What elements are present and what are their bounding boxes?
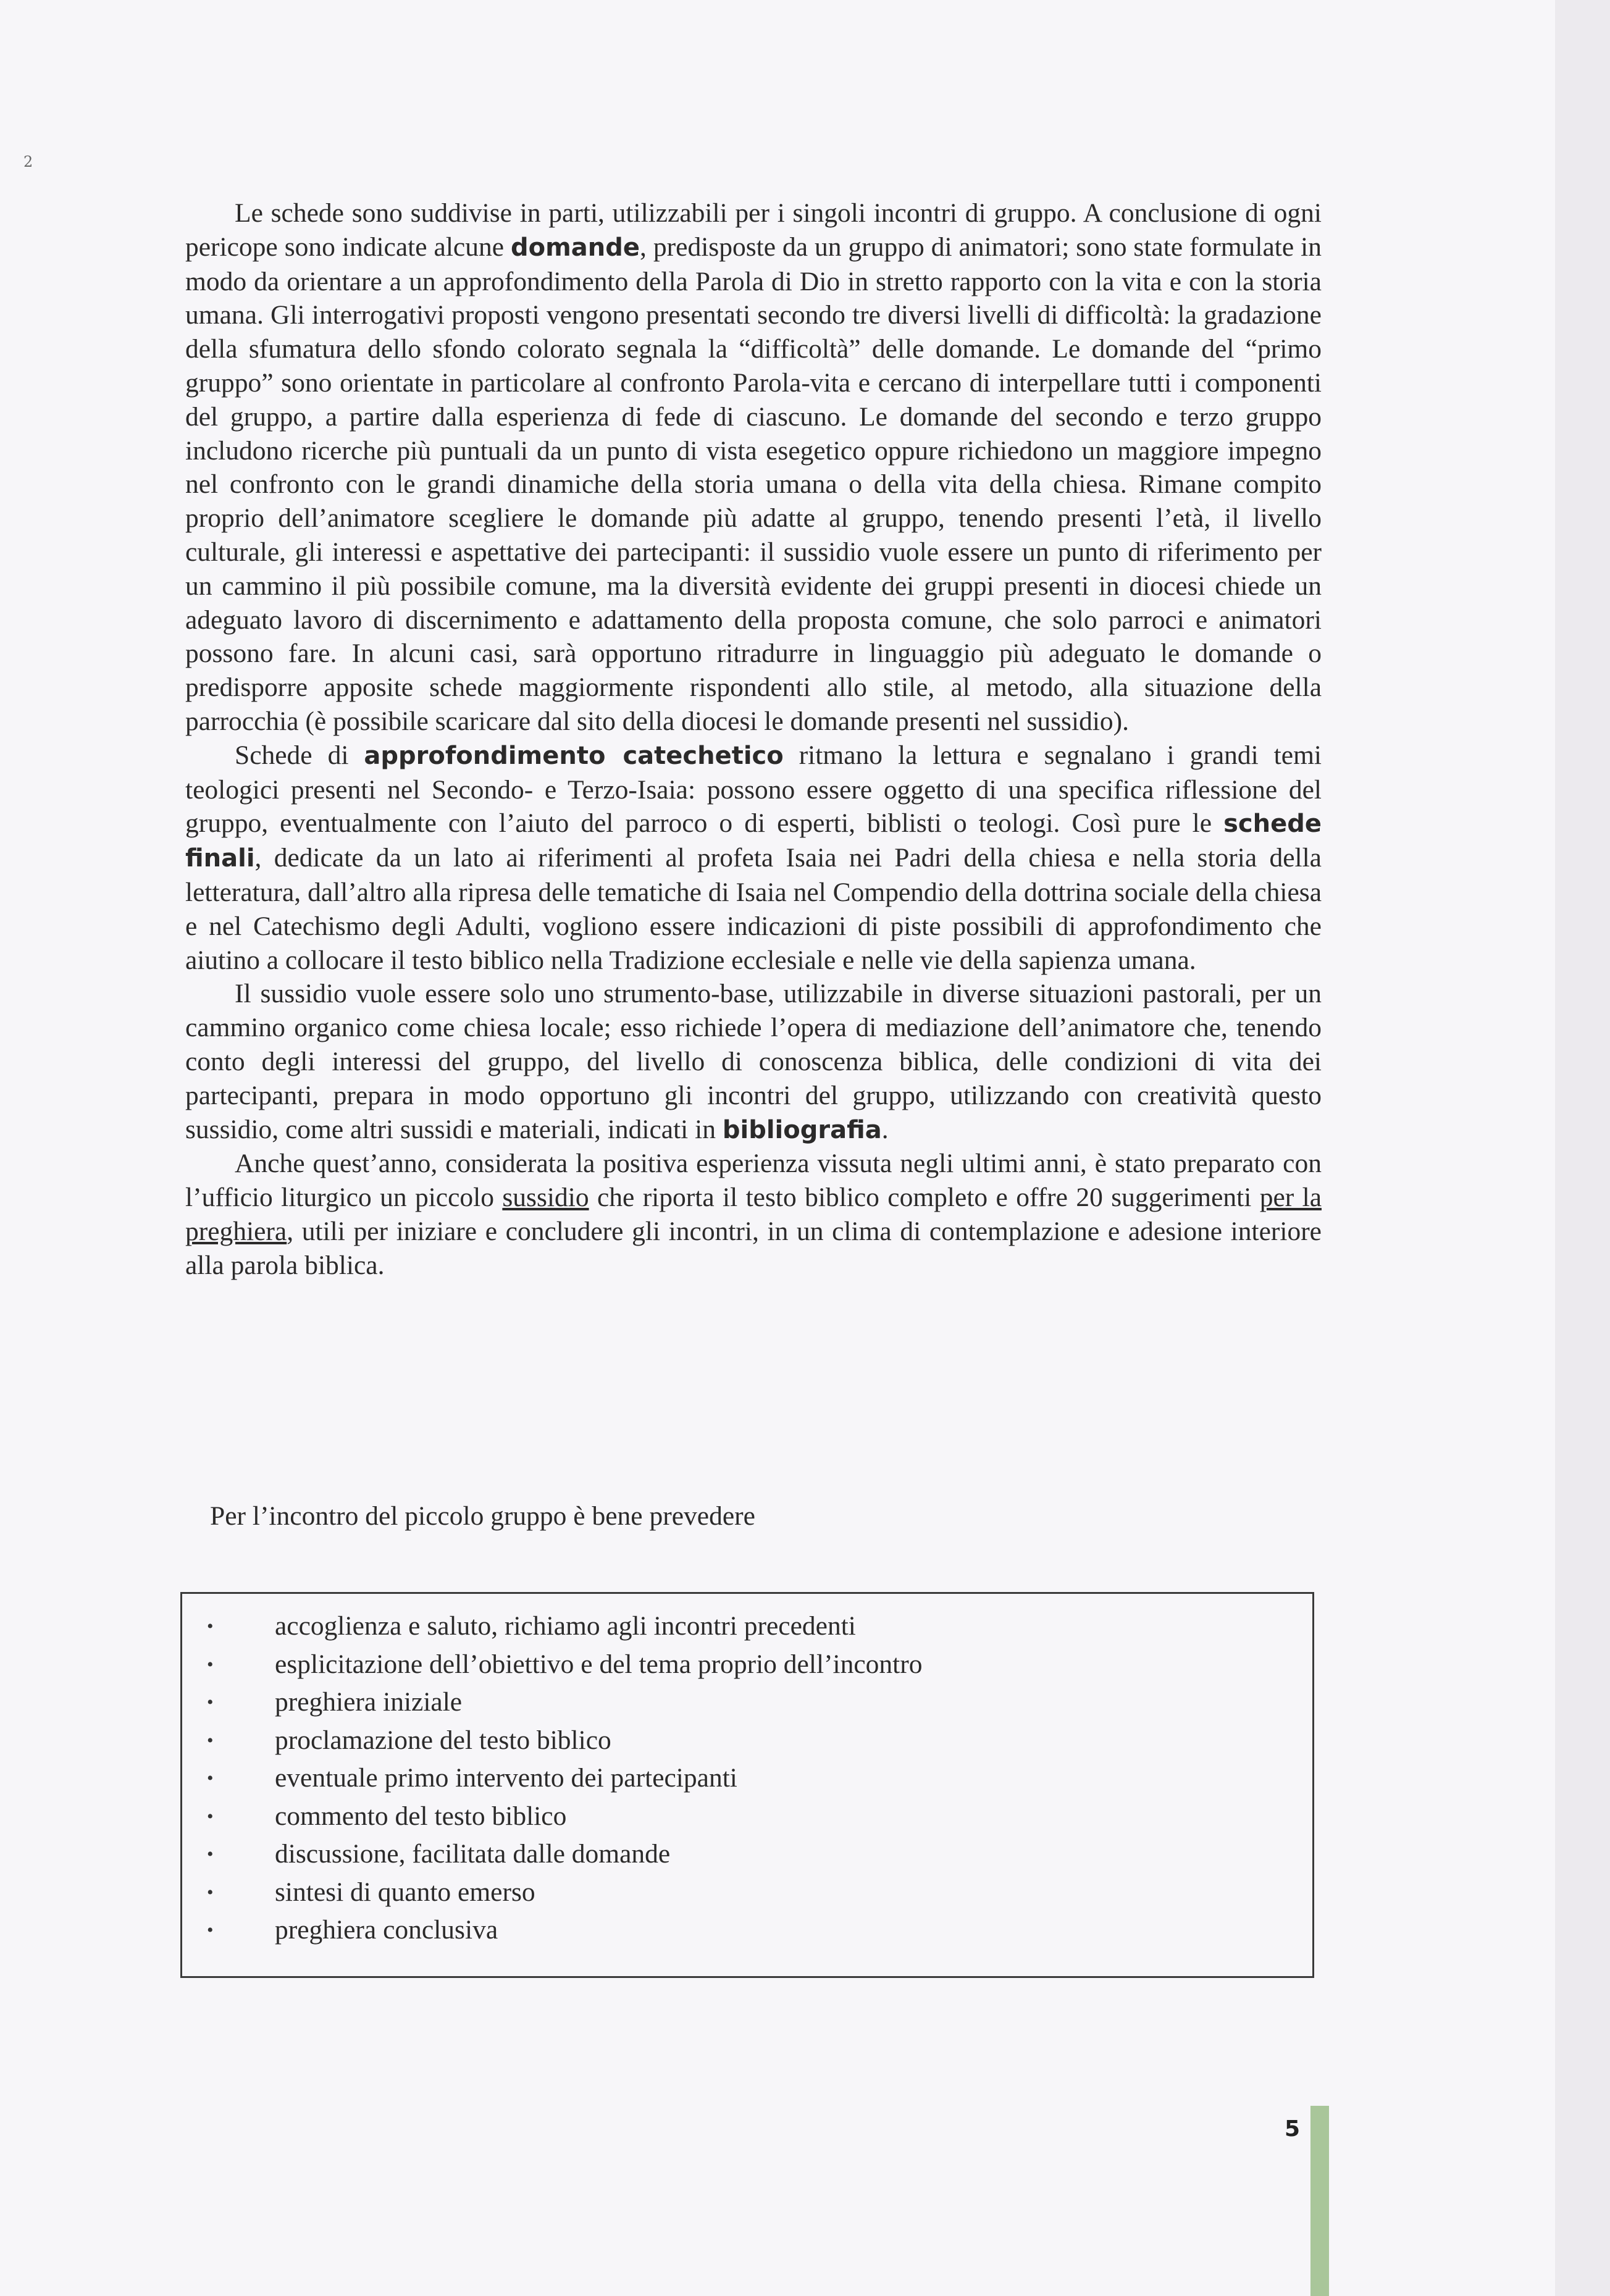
text-run: . bbox=[881, 1114, 889, 1144]
text-run: , predisposte da un gruppo di animatori; sono state formulate in modo da orientare a un approfondimento della Parola di Dio in stretto rapporto con la vita e con la storia umana. Gli interrogativi proposti vengono presentati secondo tre diversi livelli di difficoltà: la gradazione della sfumatura dello sfondo colorato segnala la “difficoltà” delle domande. Le domande del “primo gruppo” sono orientate in particolare al confronto Parola-vita e cercano di interpellare tutti i componenti del gruppo, a partire dalla esperienza di fede di ciascuno. Le domande del secondo e terzo gruppo includono ricerche più puntuali da un punto di vista esegetico oppure richiedono un maggiore impegno nel confronto con le grandi dinamiche della storia umana o della vita della chiesa. Rimane compito proprio dell’animatore scegliere le domande più adatte al gruppo, tenendo presenti l’età, il livello culturale, gli interessi e aspettative dei partecipanti: il sussidio vuole essere un punto di riferimento per un cammino il più possibile comune, ma la diversità evidente dei gruppi presenti in diocesi chiede un adeguato lavoro di discernimento e adattamento della proposta comune, che solo parroci e animatori possono fare. In alcuni casi, sarà opportuno ritradurre in linguaggio più adeguato le domande o predisporre apposite schede maggiormente rispondenti allo stile, al metodo, alla situazione della parrocchia (è possibile scaricare dal sito della diocesi le domande presenti nel sussidio). bbox=[185, 232, 1322, 736]
paragraph-approfondimento bbox=[185, 739, 1322, 978]
checklist-item-label: discussione, facilitata dalle domande bbox=[275, 1839, 671, 1869]
bullet-icon: • bbox=[207, 1882, 214, 1903]
checklist-item bbox=[182, 1722, 1312, 1760]
bold-term-domande: domande bbox=[511, 233, 640, 262]
bullet-icon: • bbox=[207, 1920, 214, 1940]
checklist-item-label: eventuale primo intervento dei partecipanti bbox=[275, 1763, 737, 1793]
checklist-item-label: preghiera iniziale bbox=[275, 1687, 463, 1717]
checklist-item-label: accoglienza e saluto, richiamo agli incontri precedenti bbox=[275, 1611, 856, 1641]
text-run: Schede di bbox=[235, 740, 364, 770]
bullet-icon: • bbox=[207, 1692, 214, 1712]
checklist-item bbox=[182, 1911, 1312, 1950]
bold-term-approfondimento: approfondimento catechetico bbox=[364, 741, 784, 770]
text-run: , dedicate da un lato ai riferimenti al profeta Isaia nei Padri della chiesa e nella storia della letteratura, dall’altro alla ripresa delle tematiche di Isaia nel Compendio della dottrina sociale della chiesa e nel Catechismo degli Adulti, vogliono essere indicazioni di piste possibili di approfondimento che aiutino a collocare il testo biblico nella Tradizione ecclesiale e nelle vie della sapienza umana. bbox=[185, 843, 1322, 975]
checklist-item bbox=[182, 1835, 1312, 1874]
green-accent-bar bbox=[1310, 2106, 1329, 2296]
checklist-item-label: proclamazione del testo biblico bbox=[275, 1725, 611, 1755]
body-text bbox=[185, 196, 1322, 1283]
checklist-item-label: esplicitazione dell’obiettivo e del tema proprio dell’incontro bbox=[275, 1649, 923, 1679]
page-number: 5 bbox=[1285, 2116, 1301, 2142]
checklist-item-label: sintesi di quanto emerso bbox=[275, 1877, 535, 1907]
bullet-icon: • bbox=[207, 1730, 214, 1751]
paragraph-preghiera bbox=[185, 1147, 1322, 1282]
checklist-box bbox=[180, 1592, 1314, 1978]
checklist-item-label: commento del testo biblico bbox=[275, 1801, 567, 1831]
checklist-item bbox=[182, 1759, 1312, 1798]
paragraph-domande bbox=[185, 196, 1322, 739]
margin-page-marker: 2 bbox=[23, 153, 33, 170]
bullet-icon: • bbox=[207, 1806, 214, 1827]
checklist-item bbox=[182, 1683, 1312, 1722]
text-run: Il sussidio vuole essere solo uno strumento-base, utilizzabile in diverse situazioni pastorali, per un cammino organico come chiesa locale; esso richiede l’opera di mediazione dell’animatore che, tenendo conto degli interessi del gruppo, del livello di conoscenza biblica, delle condizioni di vita dei partecipanti, prepara in modo opportuno gli incontri del gruppo, utilizzando con creatività questo sussidio, come altri sussidi e materiali, indicati in bbox=[185, 979, 1322, 1144]
bullet-icon: • bbox=[207, 1844, 214, 1864]
text-run: Le schede sono suddivise in parti, utilizzabili per i singoli incontri di gruppo. A conclusione di ogni pericope sono indicate alcune bbox=[185, 198, 1322, 262]
text-run: Anche quest’anno, considerata la positiva esperienza vissuta negli ultimi anni, è stato preparato con l’ufficio liturgico un piccolo bbox=[185, 1149, 1322, 1213]
bullet-icon: • bbox=[207, 1654, 214, 1675]
underlined-per-la-preghiera: per la preghiera bbox=[185, 1183, 1322, 1246]
bold-term-bibliografia: bibliografia bbox=[722, 1115, 882, 1144]
underlined-sussidio: sussidio bbox=[502, 1183, 589, 1213]
checklist bbox=[182, 1594, 1312, 1950]
checklist-item bbox=[182, 1607, 1312, 1646]
checklist-item bbox=[182, 1798, 1312, 1836]
checklist-intro: Per l’incontro del piccolo gruppo è bene prevedere bbox=[210, 1501, 755, 1531]
bullet-icon: • bbox=[207, 1768, 214, 1788]
checklist-item-label: preghiera conclusiva bbox=[275, 1915, 498, 1945]
checklist-item bbox=[182, 1646, 1312, 1684]
text-run: ritmano la lettura e segnalano i grandi temi teologici presenti nel Secondo- e Terzo-Isaia: possono essere oggetto di una specifica riflessione del gruppo, eventualmente con l’aiuto del parroco o di esperti, biblisti o teologi. Così pure le bbox=[185, 740, 1322, 839]
paragraph-sussidio-base bbox=[185, 977, 1322, 1147]
checklist-item bbox=[182, 1874, 1312, 1912]
bullet-icon: • bbox=[207, 1616, 214, 1636]
text-run: , utili per iniziare e concludere gli incontri, in un clima di contemplazione e adesione interiore alla parola biblica. bbox=[185, 1216, 1322, 1280]
bold-term-schede-finali: schede finali bbox=[185, 810, 1322, 873]
text-run: che riporta il testo biblico completo e offre 20 suggerimenti bbox=[589, 1183, 1260, 1213]
